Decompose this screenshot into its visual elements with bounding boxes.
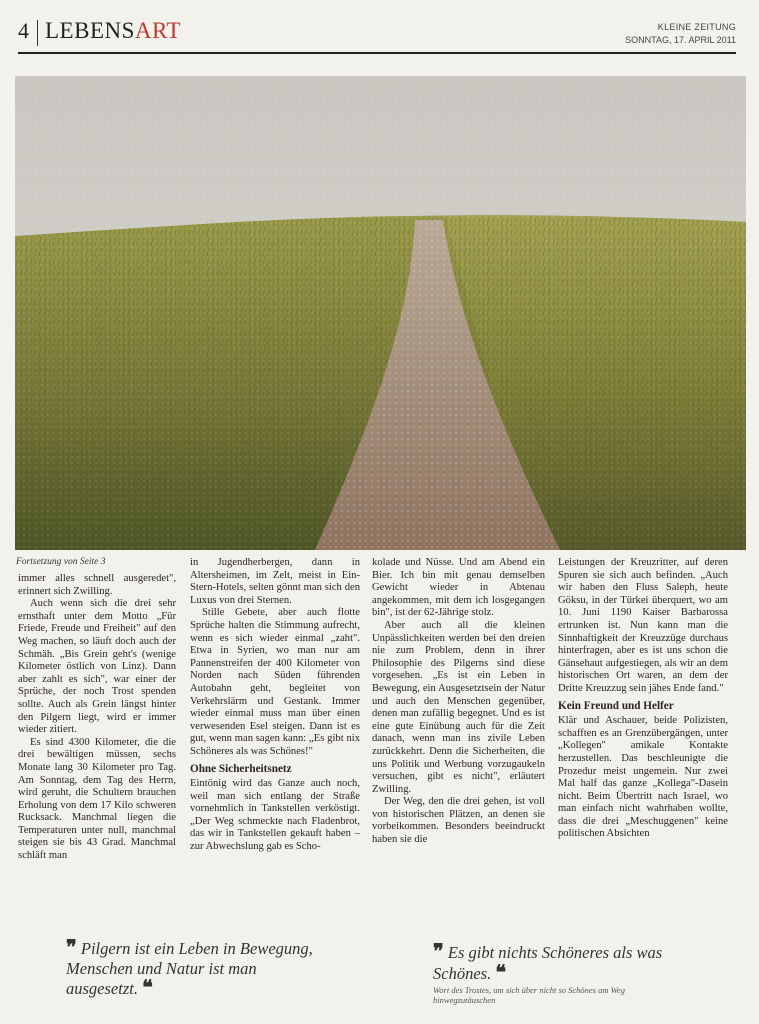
- article-column-2: [190, 557, 360, 854]
- quote-close-mark: ❝: [142, 975, 153, 999]
- pull-quote-text: Pilgern ist ein Leben in Bewegung, Menschen und Natur ist man ausgesetzt.: [66, 939, 313, 998]
- header-rule: [18, 52, 736, 54]
- quote-open-mark: ❞: [433, 939, 444, 963]
- quote-attribution: Wort des Trostes, um sich über nicht so Schönes am Weg hinwegzutäuschen: [433, 985, 625, 1005]
- paragraph: Es sind 4300 Kilometer, die die drei bewältigen müssen, sechs Monate lang 30 Kilometer pro Tag. Am Sonntag, dem Tag des Herrn, wird geruht, die Schultern brauchen Erholung von dem 17 Kilo schweren Rucksack. Manchmal liegen die Temperaturen unter null, manchmal steigen sie bis 43 Grad. Manchmal schläft man: [18, 736, 176, 862]
- paragraph: Klär und Aschauer, beide Polizisten, schafften es an Grenzübergängen, unter „Kollegen" amikale Kontakte herzustellen. Das beschleunigte die Prozedur meist ungemein. Nur zwei Mal half das ganze „Kollega"-Dasein nicht. Beim Übertritt nach Israel, wo man einfach nicht wahrhaben wollte, dass die drei „Meschuggenen" keine politischen Absichten: [558, 715, 728, 840]
- hill-path-image: [15, 76, 746, 550]
- page-header: [18, 16, 736, 54]
- pull-quote-2: [433, 939, 673, 1005]
- issue-date: SONNTAG, 17. APRIL 2011: [625, 35, 736, 45]
- paragraph: Der Weg, den die drei gehen, ist voll von historischen Plätzen, an denen sie vorbeikommen. Besonders beeindruckt haben sie die: [372, 796, 545, 846]
- article-column-1: [18, 573, 176, 863]
- paragraph: Auch wenn sich die drei sehr ernsthaft unter dem Motto „Für Friede, Freude und Freiheit" auf den Weg machen, so läuft doch auch der Schmäh. „Bis Grein geht's (wenige Kilometer östlich von Linz). Dann aber zahlt es sich", war einer der Sprüche, der noch Trost spenden sollte. Auch als Grein längst hinter den Pilgern liegt, wird er immer wieder zitiert.: [18, 598, 176, 736]
- paragraph: Leistungen der Kreuzritter, auf deren Spuren sie sich auch befinden. „Auch wir haben den Fluss Saleph, heute Göksu, in der Türkei überquert, wo am 10. Juni 1190 Kaiser Barbarossa ertrunken ist. Nun kann man die Sinnhaftigkeit der Kreuzzüge durchaus hinterfragen, aber es ist uns schon die Gänsehaut aufgestiegen, als wir an dem historischen Ort waren, an dem der Dritte Kreuzzug sein jähes Ende fand.": [558, 557, 728, 694]
- pull-quote-text: Es gibt nichts Schöneres als was Schönes.: [433, 943, 663, 983]
- paragraph: Eintönig wird das Ganze auch noch, weil man sich entlang der Straße vornehmlich in Tankstellen verköstigt. „Der Weg schmeckte nach Fladenbrot, das wir in Tankstellen gekauft haben – zur Abwechslung gab es Scho-: [190, 778, 360, 853]
- pull-quote-1: [66, 935, 326, 999]
- article-column-3: [372, 557, 545, 847]
- paragraph: in Jugendherbergen, dann in Altersheimen, im Zelt, meist in Ein-Stern-Hotels, selten gönnt man sich den Luxus von drei Sternen.: [190, 557, 360, 606]
- paper-name: KLEINE ZEITUNG: [657, 22, 736, 32]
- article-column-4: [558, 557, 728, 841]
- paragraph: Aber auch all die kleinen Unpässlichkeiten werden bei den dreien nie zum Problem, denn in ihrer Philosophie des Pilgerns sind diese vorgesehen. „Es ist ein Leben in Bewegung, ein Ausgesetztsein der Natur und auch den Menschen gegenüber, denen man zufällig begegnet. Und es ist eine gute Einübung auch für die Zeit danach, wenn man ins zivile Leben zurückkehrt. Denn die Sicherheiten, die uns Politik und Werbung vorzugaukeln versuchen, gibt es nicht", erläutert Zwilling.: [372, 619, 545, 795]
- paragraph: Stille Gebete, aber auch flotte Sprüche halten die Stimmung aufrecht, wenn es sich wieder einmal „zaht". Etwa in Syrien, wo man nur am Pannenstreifen der 400 Kilometer von Norden nach Süden führenden Autobahn geht, begleitet von Verkehrslärm und Gestank. Immer wieder einmal muss man über einen verwesenden Esel steigen. Dann ist es gut, wenn man sagen kann: „Es gibt nix Schöneres als was Schönes!": [190, 607, 360, 757]
- quote-open-mark: ❞: [66, 935, 77, 959]
- subheading: Ohne Sicherheitsnetz: [190, 762, 292, 775]
- paragraph: kolade und Nüsse. Und am Abend ein Bier. Ich bin mit genau demselben Gewicht wieder in Abtenau angekommen, mit dem ich losgegangen bin", ist der 62-Jährige stolz.: [372, 557, 545, 619]
- page-number: 4: [18, 18, 29, 43]
- hero-photo: [15, 76, 746, 550]
- header-divider: [37, 20, 38, 46]
- quote-close-mark: ❝: [495, 959, 507, 984]
- paragraph: immer alles schnell ausgeredet", erinnert sich Zwilling.: [18, 573, 176, 597]
- subheading: Kein Freund und Helfer: [558, 699, 674, 712]
- section-title-main: LEBENS: [45, 18, 135, 43]
- section-title-accent: ART: [134, 18, 182, 43]
- section-title: [45, 18, 181, 44]
- continuation-note: Fortsetzung von Seite 3: [16, 557, 106, 567]
